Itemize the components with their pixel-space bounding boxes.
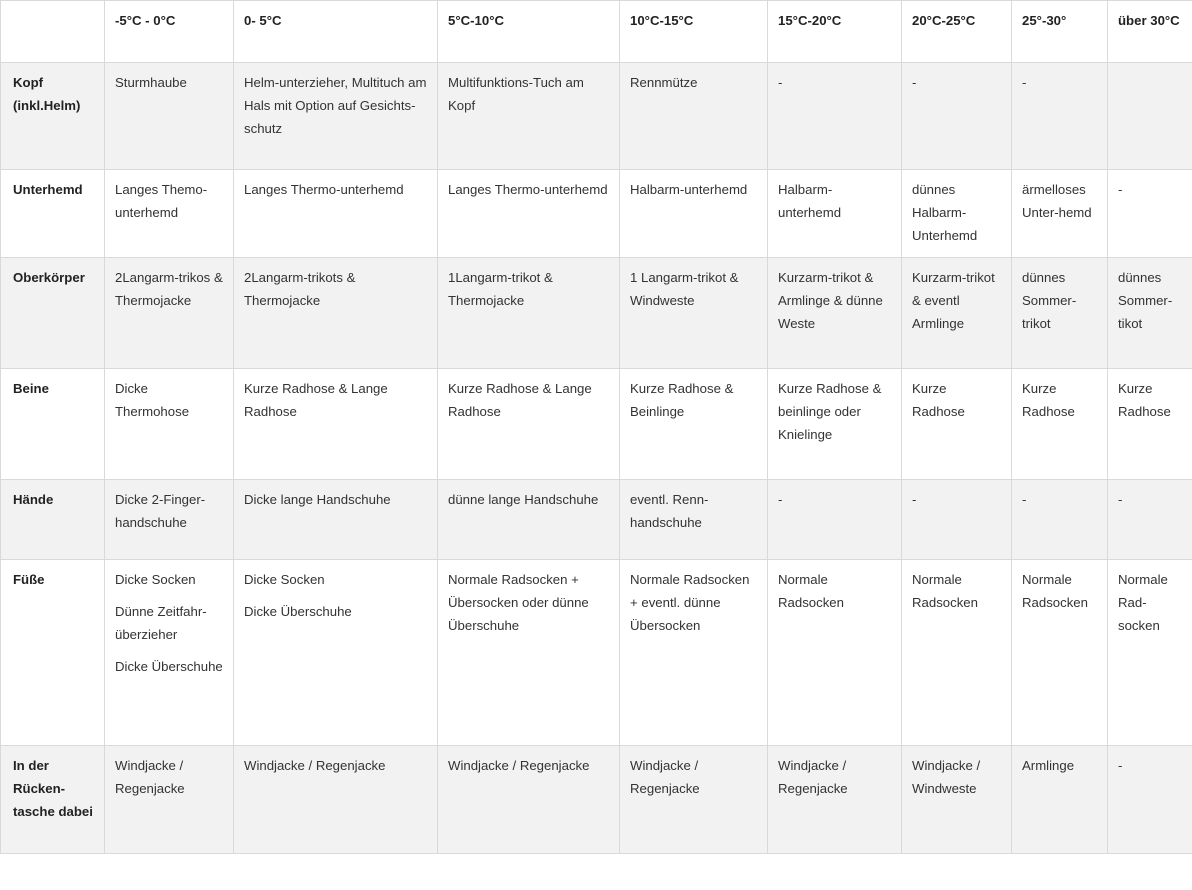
cell-text: Armlinge (1022, 758, 1075, 773)
cell-text: Dicke lange Handschuhe (244, 492, 391, 507)
header-cell: 0- 5°C (234, 1, 438, 63)
cell-text: eventl. Renn-handschuhe (630, 492, 709, 530)
cell-text: Langes Thermo-unterhemd (448, 182, 608, 197)
table-cell (1108, 258, 1192, 369)
table-cell (620, 170, 768, 258)
cell-text: Langes Themo-unterhemd (115, 182, 208, 220)
table-cell (1108, 560, 1192, 746)
table-cell (105, 170, 234, 258)
table-cell (234, 170, 438, 258)
header-cell: 20°C-25°C (902, 1, 1012, 63)
cell-text: 2Langarm-trikos & Thermojacke (115, 270, 223, 308)
cell-text: Sturmhaube (115, 75, 187, 90)
cell-text: Dicke Thermohose (115, 381, 190, 419)
cell-text: Dicke Socken (244, 572, 325, 587)
row-label: Kopf (inkl.Helm) (1, 63, 105, 170)
table-cell (902, 560, 1012, 746)
table-cell (620, 258, 768, 369)
header-cell: 10°C-15°C (620, 1, 768, 63)
header-cell: über 30°C (1108, 1, 1192, 63)
cell-text: Normale Radsocken + eventl. dünne Übersocken (630, 572, 750, 633)
cell-text: Windjacke / Regenjacke (448, 758, 590, 773)
table-cell (1108, 746, 1192, 854)
table-cell (1108, 369, 1192, 480)
cell-text: Windjacke / Windweste (912, 758, 981, 796)
cell-text: Normale Radsocken (778, 572, 844, 610)
table-cell (234, 369, 438, 480)
cell-text: Kurze Radhose & Beinlinge (630, 381, 734, 419)
table-cell (1108, 480, 1192, 560)
cell-text: Langes Thermo-unterhemd (244, 182, 404, 197)
table-row (1, 746, 1192, 854)
table-cell (768, 170, 902, 258)
table-cell (768, 746, 902, 854)
row-label: In der Rücken-tasche dabei (1, 746, 105, 854)
table-cell (105, 63, 234, 170)
cell-text: Rennmütze (630, 75, 698, 90)
table-cell (902, 746, 1012, 854)
table-cell (620, 63, 768, 170)
table-row (1, 258, 1192, 369)
table-cell (1108, 63, 1192, 170)
cell-text: - (1118, 492, 1123, 507)
row-label: Beine (1, 369, 105, 480)
row-label: Oberkörper (1, 258, 105, 369)
cell-text: Dicke Überschuhe (115, 659, 223, 674)
table-cell (620, 560, 768, 746)
cell-text: Windjacke / Regenjacke (244, 758, 386, 773)
table-cell (438, 746, 620, 854)
header-row (1, 1, 1192, 63)
table-cell (105, 258, 234, 369)
header-cell-corner (1, 1, 105, 63)
table-cell (1012, 258, 1108, 369)
row-label: Füße (1, 560, 105, 746)
table-cell (1012, 63, 1108, 170)
cell-text: Dicke Überschuhe (244, 604, 352, 619)
cell-text: - (1118, 182, 1123, 197)
cell-text: dünnes Sommer-trikot (1022, 270, 1077, 331)
table-cell (234, 258, 438, 369)
cell-text: - (912, 492, 917, 507)
table-cell (438, 63, 620, 170)
cell-text: ärmelloses Unter-hemd (1022, 182, 1092, 220)
cell-text: - (778, 75, 783, 90)
table-cell (1012, 746, 1108, 854)
cell-text: dünne lange Handschuhe (448, 492, 599, 507)
table-cell (620, 369, 768, 480)
cell-text: Halbarm-unterhemd (778, 182, 842, 220)
cell-text: Multifunktions-Tuch am Kopf (448, 75, 584, 113)
table-cell (620, 480, 768, 560)
table-row (1, 560, 1192, 746)
table-row (1, 63, 1192, 170)
header-cell: 15°C-20°C (768, 1, 902, 63)
cell-text: Helm-unterzieher, Multituch am Hals mit Option auf Gesichts-schutz (244, 75, 427, 136)
cell-text: - (912, 75, 917, 90)
row-label: Hände (1, 480, 105, 560)
cell-text: Windjacke / Regenjacke (630, 758, 700, 796)
table-cell (768, 63, 902, 170)
table-cell (438, 560, 620, 746)
table-cell (234, 63, 438, 170)
table-cell (438, 170, 620, 258)
cell-text: Halbarm-unterhemd (630, 182, 748, 197)
cell-text: Kurze Radhose (1022, 381, 1075, 419)
table-row (1, 170, 1192, 258)
table-cell (438, 480, 620, 560)
cell-text: dünnes Sommer-tikot (1118, 270, 1173, 331)
cell-text: Normale Rad-socken (1118, 572, 1168, 633)
row-label: Unterhemd (1, 170, 105, 258)
table-cell (105, 746, 234, 854)
header-cell: -5°C - 0°C (105, 1, 234, 63)
cell-text: Windjacke / Regenjacke (778, 758, 848, 796)
cell-text: - (1022, 492, 1027, 507)
table-cell (902, 369, 1012, 480)
cell-text: Kurze Radhose (912, 381, 965, 419)
cell-text: Kurze Radhose & beinlinge oder Knielinge (778, 381, 882, 442)
cell-text: dünnes Halbarm-Unterhemd (912, 182, 978, 243)
cell-text: 1 Langarm-trikot & Windweste (630, 270, 739, 308)
cell-text: Dicke Socken (115, 572, 196, 587)
cell-text: Dicke 2-Finger-handschuhe (115, 492, 206, 530)
cell-text: Kurze Radhose & Lange Radhose (244, 381, 388, 419)
cell-text: Kurzarm-trikot & Armlinge & dünne Weste (778, 270, 883, 331)
table-cell (1012, 480, 1108, 560)
cell-text: - (1022, 75, 1027, 90)
table-cell (234, 480, 438, 560)
table-cell (105, 480, 234, 560)
table-cell (902, 480, 1012, 560)
table-cell (768, 560, 902, 746)
table-body (1, 1, 1192, 854)
table-cell (1012, 560, 1108, 746)
table-cell (768, 369, 902, 480)
table-cell (1012, 170, 1108, 258)
table-cell (902, 170, 1012, 258)
table-cell (902, 258, 1012, 369)
cell-text: Dünne Zeitfahr-überzieher (115, 604, 207, 642)
cell-text: Normale Radsocken (912, 572, 978, 610)
cell-text: Windjacke / Regenjacke (115, 758, 185, 796)
cell-text: Kurzarm-trikot & eventl Armlinge (912, 270, 995, 331)
cell-text: Normale Radsocken (1022, 572, 1088, 610)
cell-text: - (1118, 758, 1123, 773)
cell-text: Kurze Radhose (1118, 381, 1171, 419)
table-cell (768, 480, 902, 560)
table-cell (902, 63, 1012, 170)
table-row (1, 480, 1192, 560)
table-cell (1012, 369, 1108, 480)
table-cell (620, 746, 768, 854)
cell-text: Kurze Radhose & Lange Radhose (448, 381, 592, 419)
cell-text: Normale Radsocken + Übersocken oder dünne Überschuhe (448, 572, 589, 633)
cell-text: 2Langarm-trikots & Thermojacke (244, 270, 356, 308)
header-cell: 5°C-10°C (438, 1, 620, 63)
cell-text: 1Langarm-trikot & Thermojacke (448, 270, 553, 308)
table-cell (234, 560, 438, 746)
table-cell (438, 369, 620, 480)
header-cell: 25°-30° (1012, 1, 1108, 63)
cell-text: - (778, 492, 783, 507)
table-cell (105, 369, 234, 480)
table-cell (1108, 170, 1192, 258)
table-cell (234, 746, 438, 854)
table-cell (438, 258, 620, 369)
table-row (1, 369, 1192, 480)
table-cell (105, 560, 234, 746)
table-cell (768, 258, 902, 369)
